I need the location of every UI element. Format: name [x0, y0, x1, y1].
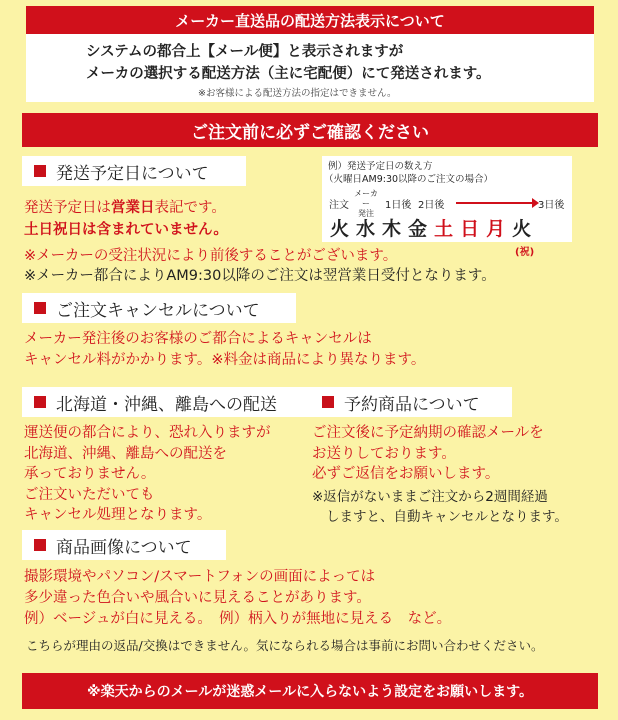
notice-line-1: システムの都合上【メール便】と表示されますが [86, 44, 404, 60]
remote-line: 承っておりません。 [24, 466, 156, 482]
bottom-banner: ※楽天からのメールが迷惑メールに入らないよう設定をお願いします。 [22, 673, 598, 709]
shipping-line-2: 土日祝日は含まれていません。 [24, 222, 228, 238]
heading-text: 商品画像について [56, 537, 192, 558]
shipping-line-3: ※メーカーの受注状況により前後することがございます。 [24, 248, 398, 264]
bullet-square-icon [34, 165, 46, 177]
cancel-line-2: キャンセル料がかかります。※料金は商品により異なります。 [24, 352, 426, 368]
images-line-3: 例）ベージュが白に見える。 例）柄入りが無地に見える など。 [24, 611, 452, 627]
top-banner: メーカー直送品の配送方法表示について [26, 6, 594, 34]
notice-note: ※お客様による配送方法の指定はできません。 [198, 88, 397, 99]
heading-text: 北海道・沖縄、離島への配送 [56, 394, 277, 415]
example-subtitle: （火曜日AM9:30以降のご注文の場合） [324, 174, 494, 185]
section-heading-reservation [310, 387, 512, 417]
weekday-sun: 日 [460, 218, 480, 240]
section-heading-remote [22, 387, 314, 417]
shipping-method-notice [26, 34, 594, 102]
remote-line: キャンセル処理となります。 [24, 507, 212, 523]
heading-text: 予約商品について [344, 394, 480, 415]
confirm-banner: ご注文前に必ずご確認ください [22, 113, 598, 147]
shipping-line-1-post: 表記です。 [154, 200, 226, 216]
images-line-2: 多少違った色合いや風合いに見えることがあります。 [24, 590, 371, 606]
example-title: 例）発送予定日の数え方 [328, 161, 433, 172]
weekday-wed: 水 [356, 218, 376, 240]
bullet-square-icon [34, 539, 46, 551]
bullet-square-icon [34, 302, 46, 314]
weekday-tue-next: 火 [512, 218, 532, 240]
remote-line: 北海道、沖縄、離島への配送を [24, 445, 227, 462]
remote-line: 運送便の都合により、恐れ入りますが [24, 425, 271, 441]
weekday-tue: 火 [330, 218, 350, 240]
images-line-1: 撮影環境やパソコン/スマートフォンの画面によっては [24, 569, 376, 585]
reservation-line: 必ずご返信をお願いします。 [312, 466, 500, 482]
shipping-count-example [322, 156, 572, 242]
heading-text: ご注文キャンセルについて [56, 300, 260, 321]
remote-text [24, 423, 271, 526]
shipping-line-4: ※メーカー都合によりAM9:30以降のご注文は翌営業日受付となります。 [24, 268, 496, 284]
label-day-3: 3日後 [538, 200, 565, 211]
section-heading-images [22, 530, 226, 560]
weekday-thu: 木 [382, 218, 402, 240]
label-ship: 発注 [358, 209, 374, 218]
weekday-sat: 土 [434, 218, 454, 240]
business-day-label: 営業日 [111, 200, 155, 216]
reservation-text [312, 423, 544, 485]
weekday-mon: 月 [486, 218, 506, 240]
holiday-note: (祝) [515, 247, 535, 258]
label-maker: メーカー [354, 189, 378, 208]
remote-line: ご注文いただいても [24, 486, 155, 503]
cancel-line-1: メーカー発注後のお客様のご都合によるキャンセルは [24, 331, 372, 347]
shipping-line-1-pre: 発送予定日は [24, 200, 111, 216]
bullet-square-icon [34, 396, 46, 408]
label-day-2: 2日後 [418, 200, 445, 211]
reservation-note [312, 487, 568, 527]
section-heading-shipping-date [22, 156, 246, 186]
notice-line-2: メーカの選択する配送方法（主に宅配便）にて発送されます。 [86, 66, 491, 82]
reservation-line: ご注文後に予定納期の確認メールを [312, 425, 544, 441]
timeline-arrow-icon [456, 202, 534, 204]
weekday-fri: 金 [408, 218, 428, 240]
section-heading-cancel [22, 293, 296, 323]
heading-text: 発送予定日について [56, 163, 209, 184]
bullet-square-icon [322, 396, 334, 408]
label-day-1: 1日後 [385, 200, 412, 211]
label-order: 注文 [329, 200, 349, 211]
reservation-line: お送りしております。 [312, 445, 456, 462]
images-line-4: こちらが理由の返品/交換はできません。気になられる場合は事前にお問い合わせください。 [26, 638, 544, 653]
shipping-line-1 [24, 198, 226, 218]
weekday-row [330, 214, 531, 241]
reservation-note-line-1: ※返信がないままご注文から2週間経過 [312, 489, 548, 505]
reservation-note-line-2: しますと、自動キャンセルとなります。 [326, 509, 568, 525]
